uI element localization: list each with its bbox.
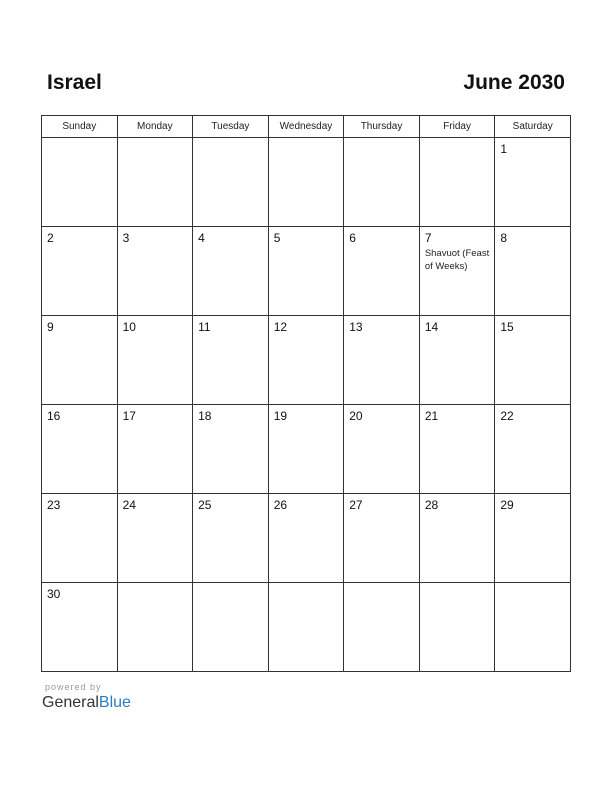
day-cell (344, 227, 420, 316)
week-row (42, 227, 571, 316)
day-cell (419, 227, 495, 316)
day-cell (419, 583, 495, 672)
day-number: 29 (500, 498, 514, 512)
weekday-header-sunday: Sunday (42, 116, 118, 138)
day-number: 7 (424, 231, 432, 245)
day-number: 13 (349, 320, 363, 334)
day-cell (117, 227, 193, 316)
day-number: 18 (198, 409, 212, 423)
day-cell (117, 138, 193, 227)
day-number: 6 (349, 231, 356, 245)
day-number: 20 (349, 409, 363, 423)
day-cell (268, 316, 344, 405)
day-cell (42, 138, 118, 227)
day-cell (193, 138, 269, 227)
week-row (42, 316, 571, 405)
day-cell (419, 494, 495, 583)
day-cell (193, 227, 269, 316)
day-number: 10 (122, 320, 136, 334)
day-cell (42, 583, 118, 672)
day-cell (419, 316, 495, 405)
day-number: 19 (273, 409, 288, 423)
day-number: 15 (500, 320, 514, 334)
day-cell (344, 494, 420, 583)
day-cell (117, 583, 193, 672)
day-cell (495, 316, 571, 405)
day-number: 27 (349, 498, 363, 512)
day-number: 11 (198, 320, 211, 334)
day-cell (344, 316, 420, 405)
country-title: Israel (47, 71, 102, 94)
calendar-body (42, 138, 571, 672)
weekday-header-thursday: Thursday (344, 116, 420, 138)
day-cell (495, 494, 571, 583)
week-row (42, 138, 571, 227)
weekday-header-saturday: Saturday (495, 116, 571, 138)
day-number: 17 (122, 409, 136, 423)
month-title: June 2030 (463, 71, 565, 94)
calendar-grid (41, 115, 571, 672)
day-cell (42, 494, 118, 583)
day-cell (268, 494, 344, 583)
day-cell (42, 227, 118, 316)
day-number: 23 (47, 498, 61, 512)
weekday-header-wednesday: Wednesday (268, 116, 344, 138)
day-cell (42, 316, 118, 405)
day-cell (193, 494, 269, 583)
day-number: 9 (47, 320, 54, 334)
day-cell (419, 405, 495, 494)
day-number: 14 (424, 320, 439, 334)
day-cell (344, 405, 420, 494)
day-cell (268, 583, 344, 672)
day-cell (268, 405, 344, 494)
day-cell (193, 316, 269, 405)
generalblue-logo (42, 693, 131, 713)
day-number: 26 (273, 498, 288, 512)
day-number: 5 (273, 231, 281, 245)
day-cell (495, 405, 571, 494)
day-cell (268, 138, 344, 227)
day-cell (419, 138, 495, 227)
week-row (42, 583, 571, 672)
day-number: 4 (198, 231, 205, 245)
week-row (42, 405, 571, 494)
day-number: 25 (198, 498, 212, 512)
day-number: 2 (47, 231, 54, 245)
day-cell (42, 405, 118, 494)
day-cell (495, 138, 571, 227)
day-cell (268, 227, 344, 316)
day-cell (495, 583, 571, 672)
day-cell (193, 405, 269, 494)
day-number: 12 (273, 320, 288, 334)
powered-by-label: powered by (45, 682, 102, 692)
day-number: 3 (122, 231, 130, 245)
day-cell (117, 316, 193, 405)
weekday-header-tuesday: Tuesday (193, 116, 269, 138)
day-number: 1 (500, 142, 508, 156)
holiday-label: Shavuot (Feast of Weeks) (424, 248, 490, 272)
weekday-header-row (42, 116, 571, 138)
day-cell (344, 138, 420, 227)
day-number: 24 (122, 498, 136, 512)
day-cell (117, 494, 193, 583)
week-row (42, 494, 571, 583)
day-number: 22 (500, 409, 514, 423)
weekday-header-friday: Friday (419, 116, 495, 138)
weekday-header-monday: Monday (117, 116, 193, 138)
day-number: 28 (424, 498, 439, 512)
day-number: 16 (47, 409, 61, 423)
day-number: 8 (500, 231, 508, 245)
day-number: 21 (424, 409, 439, 423)
day-cell (117, 405, 193, 494)
brand-general: General (42, 694, 99, 711)
day-cell (344, 583, 420, 672)
day-number: 30 (47, 587, 61, 601)
day-cell (495, 227, 571, 316)
day-cell (193, 583, 269, 672)
brand-blue: Blue (98, 694, 131, 711)
